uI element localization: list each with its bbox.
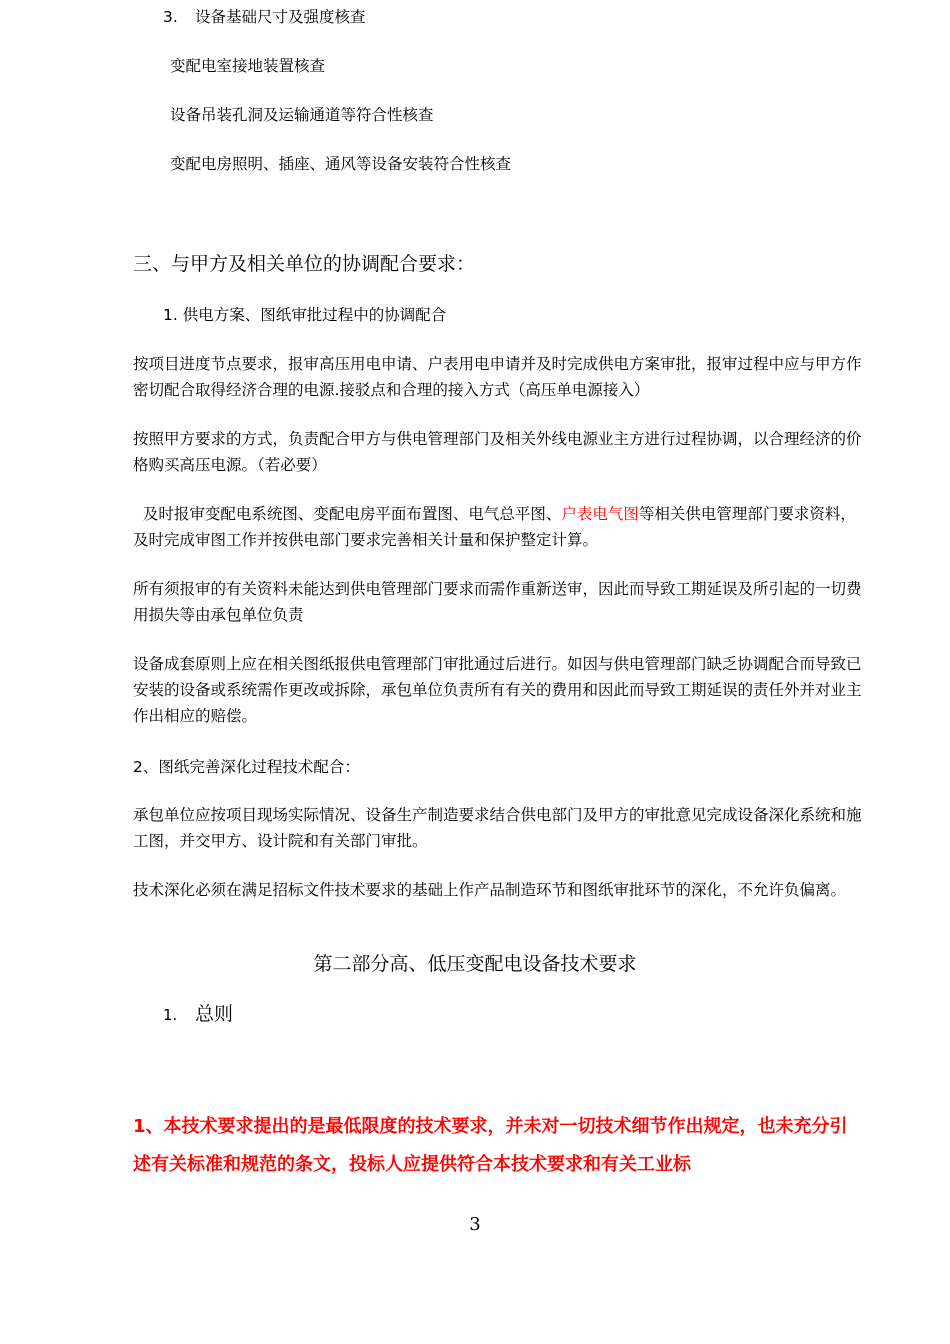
paragraph-3-text-b: 等相关供电管理部门要求资料，及时完成审图工作并按供电部门要求完善相关计量和保护整定计算。 <box>133 505 856 549</box>
item3-line <box>163 4 366 30</box>
paragraph-1: 按项目进度节点要求，报审高压用电申请、户表用电申请并及时完成供电方案审批，报审过程中应与甲方作密切配合取得经济合理的电源.接驳点和合理的接入方式（高压单电源接入） <box>133 355 862 399</box>
general-number: 1. <box>163 1006 178 1024</box>
general-text: 总则 <box>195 1003 234 1025</box>
sub2-heading: 2、图纸完善深化过程技术配合： <box>133 758 360 776</box>
red-requirement-paragraph: 1、本技术要求提出的是最低限度的技术要求，并未对一切技术细节作出规定，也未充分引述有关标准和规范的条文，投标人应提供符合本技术要求和有关工业标 <box>133 1116 848 1175</box>
check-item-lighting: 变配电房照明、插座、通风等设备安装符合性核查 <box>170 155 512 173</box>
paragraph-2: 按照甲方要求的方式，负责配合甲方与供电管理部门及相关外线电源业主方进行过程协调，以合理经济的价格购买高压电源。（若必要） <box>133 430 862 474</box>
check-item-hoisting: 设备吊装孔洞及运输通道等符合性核查 <box>170 106 434 124</box>
page-number: 3 <box>469 1214 481 1235</box>
paragraph-7: 技术深化必须在满足招标文件技术要求的基础上作产品制造环节和图纸审批环节的深化，不允许负偏离。 <box>133 881 847 899</box>
paragraph-6: 承包单位应按项目现场实际情况、设备生产制造要求结合供电部门及甲方的审批意见完成设备深化系统和施工图，并交甲方、设计院和有关部门审批。 <box>133 806 862 850</box>
paragraph-3-highlight: 户表电气图 <box>561 505 639 523</box>
paragraph-3 <box>133 501 863 553</box>
general-heading <box>163 1000 233 1029</box>
paragraph-5: 设备成套原则上应在相关图纸报供电管理部门审批通过后进行。如因与供电管理部门缺乏协调配合而导致已安装的设备或系统需作更改或拆除，承包单位负责所有有关的费用和因此而导致工期延误的责任外并对业主作出相应的赔偿。 <box>133 655 862 725</box>
item3-number: 3. <box>163 8 178 26</box>
paragraph-4: 所有须报审的有关资料未能达到供电管理部门要求而需作重新送审，因此而导致工期延误及所引起的一切费用损失等由承包单位负责 <box>133 580 862 624</box>
paragraph-3-text-a: 及时报审变配电系统图、变配电房平面布置图、电气总平图、 <box>133 505 562 523</box>
sub1-heading: 1. 供电方案、图纸审批过程中的协调配合 <box>163 306 447 324</box>
part2-title: 第二部分高、低压变配电设备技术要求 <box>313 953 637 975</box>
item3-text: 设备基础尺寸及强度核查 <box>195 8 366 26</box>
check-item-grounding: 变配电室接地装置核查 <box>170 57 326 75</box>
section3-heading: 三、与甲方及相关单位的协调配合要求： <box>133 253 476 275</box>
